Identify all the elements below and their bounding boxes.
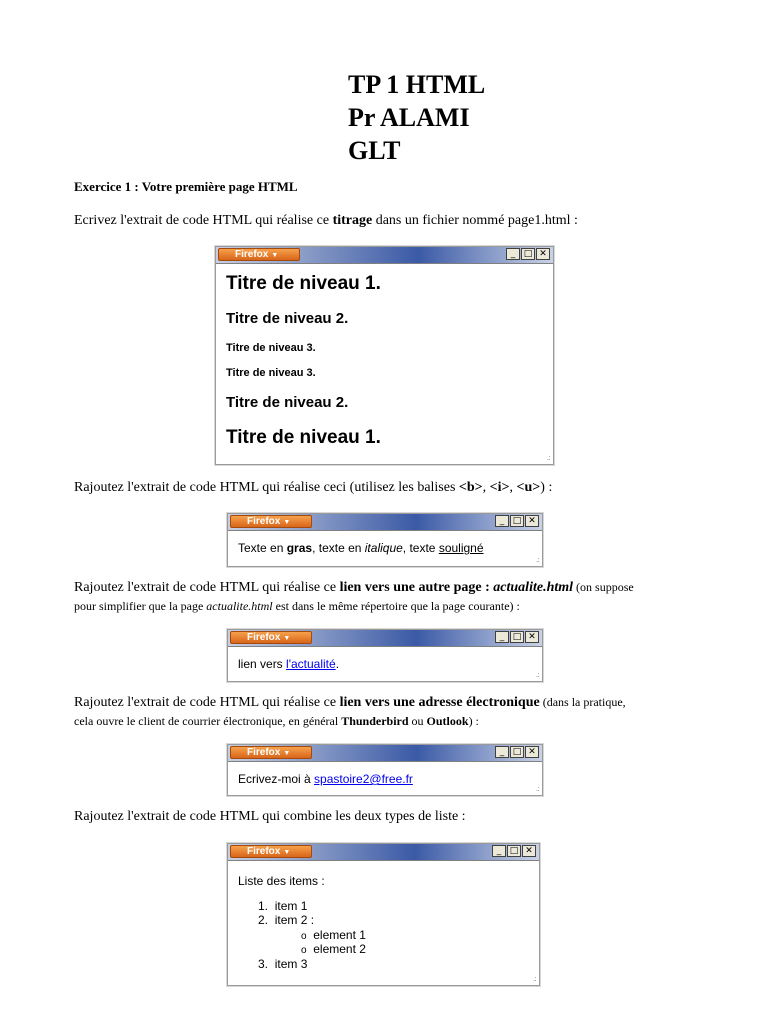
maximize-icon[interactable]: □ bbox=[510, 515, 524, 527]
maximize-icon[interactable]: □ bbox=[510, 631, 524, 643]
minimize-icon[interactable]: _ bbox=[506, 248, 520, 260]
heading-level-3-b: Titre de niveau 3. bbox=[226, 367, 316, 379]
p2-tag-b: <b> bbox=[458, 480, 483, 495]
italic-word: italique bbox=[364, 541, 403, 555]
p2-tag-i: <i> bbox=[489, 480, 510, 495]
p4-small: (dans la pratique, bbox=[539, 695, 626, 709]
list-item bbox=[258, 899, 307, 913]
list-number: 3. bbox=[258, 957, 269, 971]
w2-text3: , texte bbox=[402, 541, 439, 555]
p2-end: ) : bbox=[540, 480, 553, 495]
intro-text: Ecrivez l'extrait de code HTML qui réalise ce bbox=[74, 213, 333, 228]
p2-tag-u: <u> bbox=[516, 480, 541, 495]
w2-text2: , texte en bbox=[312, 541, 365, 555]
circle-bullet-icon: o bbox=[301, 945, 307, 956]
instruction-lists: Rajoutez l'extrait de code HTML qui combine les deux types de liste : bbox=[74, 809, 466, 824]
title-line-2: Pr ALAMI bbox=[348, 103, 470, 132]
actualite-link[interactable]: l'actualité bbox=[286, 657, 336, 671]
p4-or: ou bbox=[408, 714, 427, 728]
list-caption: Liste des items : bbox=[238, 874, 325, 888]
close-icon[interactable]: ✕ bbox=[525, 746, 539, 758]
browser-window-email bbox=[227, 744, 543, 796]
sub-list-item bbox=[301, 942, 366, 956]
p4-text: Rajoutez l'extrait de code HTML qui réalise ce bbox=[74, 695, 340, 710]
p4-bold: lien vers une adresse électronique bbox=[339, 695, 540, 710]
instruction-link-page bbox=[74, 578, 634, 597]
title-bar bbox=[228, 745, 542, 762]
firefox-label: Firefox bbox=[235, 249, 269, 260]
browser-window-formatting bbox=[227, 513, 543, 567]
w3-period: . bbox=[335, 657, 340, 671]
firefox-label: Firefox bbox=[247, 846, 281, 857]
list-item bbox=[258, 957, 307, 971]
close-icon[interactable]: ✕ bbox=[525, 515, 539, 527]
resize-grip-icon[interactable]: .: bbox=[535, 670, 539, 679]
window-controls bbox=[495, 746, 539, 758]
p4-text2: cela ouvre le client de courrier électronique, en général bbox=[74, 714, 342, 728]
p4-thunderbird: Thunderbird bbox=[341, 714, 409, 728]
p3-bold: lien vers une autre page : bbox=[339, 580, 494, 595]
minimize-icon[interactable]: _ bbox=[492, 845, 506, 857]
heading-level-1-top: Titre de niveau 1. bbox=[226, 273, 381, 294]
p3-text2: pour simplifier que la page bbox=[74, 599, 207, 613]
title-bar bbox=[228, 630, 542, 647]
bold-word: gras bbox=[286, 541, 313, 555]
heading-level-2-bottom: Titre de niveau 2. bbox=[226, 394, 349, 411]
sub-item-label: element 1 bbox=[313, 928, 366, 942]
instruction-mail-link-line2 bbox=[74, 712, 479, 730]
caret-down-icon: ▼ bbox=[283, 750, 291, 757]
window-controls bbox=[495, 631, 539, 643]
maximize-icon[interactable]: □ bbox=[510, 746, 524, 758]
document-title bbox=[348, 68, 485, 167]
window-controls bbox=[495, 515, 539, 527]
sub-list-item bbox=[301, 928, 366, 942]
link-line bbox=[238, 657, 339, 671]
list-item-label: item 3 bbox=[274, 957, 308, 971]
browser-window-headings bbox=[215, 246, 554, 465]
exercise-intro bbox=[74, 212, 578, 230]
title-bar bbox=[228, 514, 542, 531]
caret-down-icon: ▼ bbox=[283, 849, 291, 856]
firefox-menu-button[interactable] bbox=[230, 746, 312, 759]
p3-filename2: actualite.html bbox=[206, 599, 273, 613]
maximize-icon[interactable]: □ bbox=[521, 248, 535, 260]
firefox-menu-button[interactable] bbox=[218, 248, 300, 261]
list-number: 1. bbox=[258, 899, 269, 913]
circle-bullet-icon: o bbox=[301, 931, 307, 942]
p4-end: ) : bbox=[468, 714, 479, 728]
minimize-icon[interactable]: _ bbox=[495, 631, 509, 643]
email-line bbox=[238, 772, 413, 786]
formatted-text-line bbox=[238, 541, 484, 555]
browser-window-lists bbox=[227, 843, 540, 986]
title-bar bbox=[216, 247, 553, 264]
p3-end: est dans le même répertoire que la page courante) : bbox=[272, 599, 520, 613]
firefox-label: Firefox bbox=[247, 632, 281, 643]
resize-grip-icon[interactable]: .: bbox=[535, 784, 539, 793]
underlined-word: souligné bbox=[438, 541, 484, 555]
intro-bold: titrage bbox=[332, 213, 373, 228]
instruction-format bbox=[74, 479, 552, 497]
firefox-menu-button[interactable] bbox=[230, 631, 312, 644]
resize-grip-icon[interactable]: .: bbox=[535, 555, 539, 564]
firefox-label: Firefox bbox=[247, 516, 281, 527]
email-link[interactable]: spastoire2@free.fr bbox=[314, 772, 413, 786]
list-item-label: item 1 bbox=[274, 899, 308, 913]
p4-outlook: Outlook bbox=[426, 714, 469, 728]
close-icon[interactable]: ✕ bbox=[525, 631, 539, 643]
resize-grip-icon[interactable]: .: bbox=[546, 453, 550, 462]
w2-text: Texte en bbox=[238, 541, 287, 555]
firefox-menu-button[interactable] bbox=[230, 845, 312, 858]
caret-down-icon: ▼ bbox=[283, 519, 291, 526]
resize-grip-icon[interactable]: .: bbox=[532, 974, 536, 983]
list-item bbox=[258, 913, 314, 927]
heading-level-1-bottom: Titre de niveau 1. bbox=[226, 427, 381, 448]
instruction-link-page-line2 bbox=[74, 597, 520, 615]
p2-sep2: , bbox=[509, 480, 517, 495]
p2-sep: , bbox=[482, 480, 490, 495]
title-line-1: TP 1 HTML bbox=[348, 70, 486, 99]
p3-small: (on suppose bbox=[573, 580, 634, 594]
minimize-icon[interactable]: _ bbox=[495, 515, 509, 527]
exercise-heading: Exercice 1 : Votre première page HTML bbox=[74, 179, 298, 194]
heading-level-2-top: Titre de niveau 2. bbox=[226, 310, 349, 327]
browser-window-link bbox=[227, 629, 543, 682]
intro-text-end: dans un fichier nommé page1.html : bbox=[372, 213, 578, 228]
window-controls bbox=[492, 845, 536, 857]
list-item-label: item 2 : bbox=[274, 913, 315, 927]
firefox-label: Firefox bbox=[247, 747, 281, 758]
close-icon[interactable]: ✕ bbox=[522, 845, 536, 857]
minimize-icon[interactable]: _ bbox=[495, 746, 509, 758]
maximize-icon[interactable]: □ bbox=[507, 845, 521, 857]
p3-filename: actualite.html bbox=[493, 580, 574, 595]
list-number: 2. bbox=[258, 913, 269, 927]
caret-down-icon: ▼ bbox=[283, 635, 291, 642]
w4-text: Ecrivez-moi à bbox=[238, 772, 315, 786]
caret-down-icon: ▼ bbox=[271, 252, 279, 259]
w3-text: lien vers bbox=[238, 657, 287, 671]
p2-text: Rajoutez l'extrait de code HTML qui réalise ceci (utilisez les balises bbox=[74, 480, 459, 495]
heading-level-3-a: Titre de niveau 3. bbox=[226, 342, 316, 354]
sub-item-label: element 2 bbox=[313, 942, 366, 956]
instruction-mail-link bbox=[74, 693, 626, 712]
firefox-menu-button[interactable] bbox=[230, 515, 312, 528]
title-line-3: GLT bbox=[348, 136, 401, 165]
p3-text: Rajoutez l'extrait de code HTML qui réalise ce bbox=[74, 580, 340, 595]
window-controls bbox=[506, 248, 550, 260]
close-icon[interactable]: ✕ bbox=[536, 248, 550, 260]
title-bar bbox=[228, 844, 539, 861]
